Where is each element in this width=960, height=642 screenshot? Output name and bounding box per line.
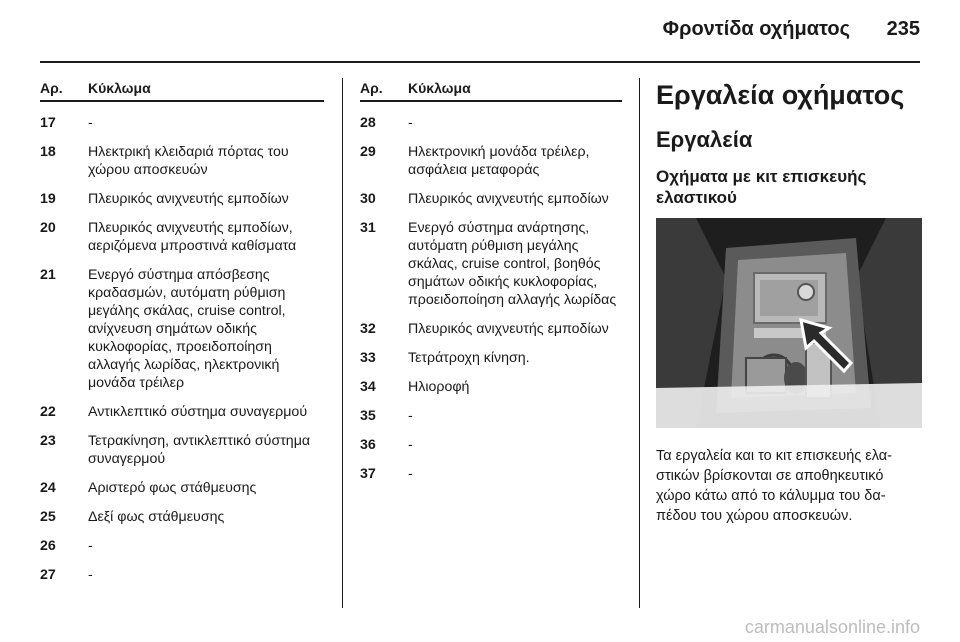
circuit-description: Ηλεκτρική κλειδαριά πόρτας του χώρου αποσκευών — [88, 144, 289, 178]
column-header-number: Αρ. — [40, 80, 63, 96]
column-header-number: Αρ. — [360, 80, 383, 96]
table-row — [360, 465, 622, 483]
fuse-number: 18 — [40, 144, 56, 160]
fuse-number: 34 — [360, 379, 376, 395]
page-number: 235 — [886, 18, 920, 40]
fuse-number: 17 — [40, 115, 56, 131]
table-row — [40, 508, 324, 526]
fuse-number: 30 — [360, 191, 376, 207]
table-row — [360, 190, 622, 208]
table-row — [40, 432, 324, 468]
circuit-description: Ηλιοροφή — [408, 379, 470, 395]
fuse-number: 24 — [40, 480, 56, 496]
photo-caption: Τα εργαλεία και το κιτ επισκευής ελα-στικών βρίσκονται σε αποθηκευτικό χώρο κάτω από το κάλυμμα του δα-πέδου του χώρου αποσκευών. — [656, 448, 892, 524]
fuse-number: 22 — [40, 404, 56, 420]
circuit-description: - — [408, 466, 413, 482]
circuit-description: Πλευρικός ανιχνευτής εμποδίων — [408, 321, 609, 337]
circuit-description: Πλευρικός ανιχνευτής εμποδίων, αεριζόμενα μπροστινά καθίσματα — [88, 220, 297, 254]
table-row — [40, 143, 324, 179]
table-row — [40, 190, 324, 208]
section-title: Εργαλεία οχήματος — [656, 80, 905, 110]
subsubsection-title: Οχήματα με κιτ επισκευής ελαστικού — [656, 167, 867, 207]
table-row — [360, 436, 622, 454]
column-header-circuit: Κύκλωμα — [88, 80, 151, 96]
circuit-description: Ενεργό σύστημα απόσβεσης κραδασμών, αυτόματη ρύθμιση μεγάλης σκάλας, cruise control, ανίχνευση σημάτων οδικής κυκλοφορίας, προειδοποίηση αλλαγής λωρίδας, ηλεκτρονική μονάδα τρέιλερ — [88, 267, 286, 391]
table-row — [40, 479, 324, 497]
tire-repair-kit-photo — [656, 218, 922, 428]
table-row — [40, 114, 324, 132]
fuse-number: 21 — [40, 267, 56, 283]
circuit-description: - — [88, 115, 93, 131]
fuse-number: 27 — [40, 567, 56, 583]
fuse-table-middle — [360, 80, 622, 483]
header-rule — [40, 61, 920, 63]
circuit-description: Ενεργό σύστημα ανάρτησης, αυτόματη ρύθμιση μεγάλης σκάλας, cruise control, βοηθός σημάτων οδικής κυκλοφορίας, προειδοποίηση αλλαγής λωρίδας — [408, 220, 617, 308]
circuit-description: - — [408, 115, 413, 131]
circuit-description: Πλευρικός ανιχνευτής εμποδίων — [88, 191, 289, 207]
circuit-description: - — [408, 437, 413, 453]
fuse-table-left — [40, 80, 324, 584]
table-header — [40, 80, 324, 102]
table-row — [360, 407, 622, 425]
page-header-title: Φροντίδα οχήματος — [662, 18, 850, 40]
table-row — [360, 320, 622, 338]
table-row — [360, 114, 622, 132]
circuit-description: - — [88, 538, 93, 554]
fuse-number: 31 — [360, 220, 376, 236]
tire-repair-kit-illustration — [656, 218, 922, 428]
fuse-number: 35 — [360, 408, 376, 424]
table-row — [40, 403, 324, 421]
circuit-description: - — [88, 567, 93, 583]
circuit-description: - — [408, 408, 413, 424]
column-divider-1 — [342, 78, 343, 608]
circuit-description: Τετράτροχη κίνηση. — [408, 350, 530, 366]
vehicle-tools-section — [656, 78, 922, 526]
fuse-number: 19 — [40, 191, 56, 207]
fuse-number: 29 — [360, 144, 376, 160]
table-row — [360, 143, 622, 179]
table-row — [360, 219, 622, 309]
table-row — [40, 266, 324, 392]
fuse-number: 26 — [40, 538, 56, 554]
fuse-number: 25 — [40, 509, 56, 525]
circuit-description: Τετρακίνηση, αντικλεπτικό σύστημα συναγερμού — [88, 433, 311, 467]
circuit-description: Αντικλεπτικό σύστημα συναγερμού — [88, 404, 308, 420]
circuit-description: Δεξί φως στάθμευσης — [88, 509, 225, 525]
fuse-number: 28 — [360, 115, 376, 131]
fuse-number: 32 — [360, 321, 376, 337]
table-row — [360, 378, 622, 396]
table-row — [40, 537, 324, 555]
table-row — [360, 349, 622, 367]
subsection-title: Εργαλεία — [656, 127, 753, 152]
circuit-description: Αριστερό φως στάθμευσης — [88, 480, 257, 496]
column-header-circuit: Κύκλωμα — [408, 80, 471, 96]
table-header — [360, 80, 622, 102]
table-row — [40, 219, 324, 255]
circuit-description: Ηλεκτρονική μονάδα τρέιλερ, ασφάλεια μεταφοράς — [408, 144, 590, 178]
fuse-number: 33 — [360, 350, 376, 366]
watermark: carmanualsonline.info — [744, 617, 920, 637]
fuse-number: 23 — [40, 433, 56, 449]
circuit-description: Πλευρικός ανιχνευτής εμποδίων — [408, 191, 609, 207]
table-row — [40, 566, 324, 584]
fuse-number: 36 — [360, 437, 376, 453]
fuse-number: 20 — [40, 220, 56, 236]
fuse-number: 37 — [360, 466, 376, 482]
column-divider-2 — [639, 78, 640, 608]
